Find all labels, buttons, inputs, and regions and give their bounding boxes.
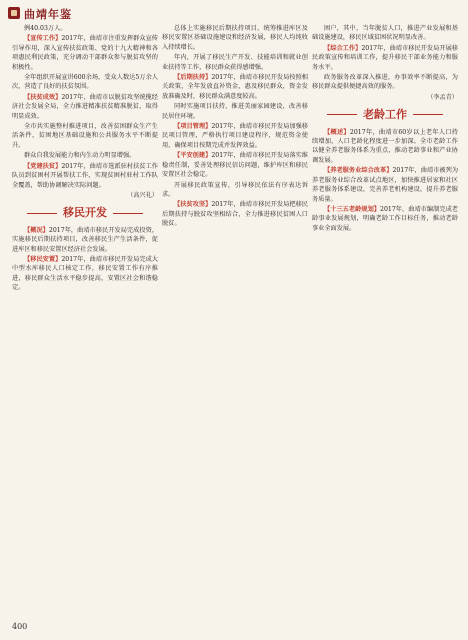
paragraph-text: 全市共实施整村推进项目，改善贫困群众生产生活条件，贫困地区基础设施和公共服务水平不断提升。 — [12, 123, 158, 149]
paragraph-text: 2017年，曲靖市移民开发局落实维稳责任制，妥善处理移民信访问题，维护库区和移民安置区社会稳定。 — [162, 152, 308, 179]
section-heading-aging — [312, 108, 458, 122]
section-lead: 【宣传工作】 — [24, 35, 62, 43]
paragraph-text: 2017年，曲靖市60岁以上老年人口持续增加，人口老龄化程度进一步加深。全市老龄工作以健全养老服务体系为重点，推动老龄事业和产业协调发展。 — [312, 128, 458, 164]
paragraph — [312, 205, 458, 233]
heading-rule — [327, 114, 357, 115]
paragraph — [12, 151, 158, 160]
section-lead: 【扶贫成效】 — [24, 93, 62, 101]
paragraph-text: 2017年，曲靖市移民开发局完成大中型水库移民人口核定工作，移民安置工作有序推进，移民群众生活水平稳步提高，安置区社会和谐稳定。 — [12, 255, 158, 292]
heading-rule — [27, 213, 57, 214]
section-lead: 【综合工作】 — [324, 44, 362, 52]
paragraph-text: 开展移民政策宣传，引导移民依法有序表达诉求。 — [162, 181, 308, 198]
paragraph — [312, 44, 458, 72]
column-left — [12, 24, 158, 294]
section-lead: 【后期扶持】 — [174, 74, 212, 82]
section-heading-migration — [12, 206, 158, 220]
paragraph-text: 年内，开展了移民生产开发、技能培训和就业创业扶持等工作，移民群众获得感增强。 — [162, 54, 308, 71]
paragraph — [312, 166, 458, 204]
section-lead: 【扶贫攻坚】 — [174, 201, 212, 209]
paragraph-text: 同时实施项目扶持，推进美丽家园建设，改善移民居住环境。 — [162, 103, 308, 120]
page-header — [0, 0, 468, 24]
section-lead: 【平安创建】 — [174, 152, 212, 160]
paragraph — [162, 73, 308, 101]
paragraph — [162, 151, 308, 179]
heading-rule — [113, 213, 143, 214]
section-lead: 【十三五老龄规划】 — [324, 205, 381, 213]
paragraph — [162, 181, 308, 200]
paragraph — [312, 73, 458, 92]
paragraph-text: 2017年，曲靖市移民开发局把移民后期扶持与脱贫攻坚相结合，全力推进移民贫困人口脱贫。 — [162, 201, 308, 228]
column-middle — [162, 24, 308, 230]
section-heading-text: 老龄工作 — [363, 108, 407, 122]
page-number: 400 — [12, 622, 28, 631]
paragraph — [162, 102, 308, 121]
paragraph-text: 总体上实施移民后期扶持项目，统筹推进库区及移民安置区基础设施建设和经济发展，移民人均纯收入持续增长。 — [162, 25, 308, 51]
paragraph-text: 2017年，曲靖市移民开发局开展移民政策宣传和培训工作，提升移民干部业务能力和服务水平。 — [312, 44, 458, 71]
section-heading-text: 移民开发 — [63, 206, 107, 220]
paragraph — [162, 122, 308, 150]
paragraph-text: 2017年，曲靖市移民开发局完成投资，实施移民后期扶持项目，改善移民生产生活条件，促进库区和移民安置区经济社会发展。 — [12, 226, 158, 253]
paragraph — [12, 191, 158, 200]
section-lead: 【概述】 — [324, 128, 350, 136]
paragraph-text: 全年组织开展宣讲600余场，受众人数达5万余人次，营造了良好的扶贫氛围。 — [12, 74, 158, 91]
paragraph-text: 群众自我发展能力和内生动力明显增强。 — [24, 152, 136, 160]
paragraph-text: 政务服务改革深入推进，办事效率不断提高，为移民群众提供便捷高效的服务。 — [312, 74, 458, 91]
paragraph — [12, 93, 158, 121]
paragraph — [12, 122, 158, 150]
paragraph — [312, 24, 458, 43]
column-right — [312, 24, 458, 234]
paragraph-text: 2017年，曲靖市编制完成老龄事业发展规划，明确老龄工作目标任务，推动老龄事业全面发展。 — [312, 205, 458, 232]
section-lead: 【养老服务业综合改革】 — [324, 167, 393, 175]
section-lead: 【党建扶贫】 — [24, 162, 62, 170]
heading-rule — [413, 114, 443, 115]
paragraph — [12, 73, 158, 92]
paragraph — [162, 200, 308, 228]
section-lead: 【移民安置】 — [24, 255, 62, 263]
page-body — [0, 24, 468, 624]
paragraph-text: 2017年，曲靖市移民开发局按照相关政策，全年发放直补资金，惠及移民群众，资金发放准确及时，移民群众满意度较高。 — [162, 74, 308, 100]
paragraph — [162, 24, 308, 52]
paragraph-text: 例40.03万人。 — [24, 25, 67, 32]
paragraph — [12, 34, 158, 72]
paragraph — [312, 128, 458, 166]
paragraph-text: 困户，其中，当年脱贫人口，推进产业发展和基础设施建设，移民区域贫困状况明显改善。 — [312, 25, 458, 42]
paragraph-text: 2017年，曲靖市被列为养老服务业综合改革试点地区，加快推进居家和社区养老服务体系建设，完善养老机构建设，提升养老服务质量。 — [312, 167, 458, 203]
paragraph-text: 2017年，曲靖市选派驻村扶贫工作队员到贫困村开展帮扶工作，实现贫困村驻村工作队全覆盖，帮助协调解决实际问题。 — [12, 162, 158, 189]
paragraph — [12, 162, 158, 190]
section-lead: 【项目管理】 — [174, 123, 212, 131]
paragraph — [312, 93, 458, 102]
paragraph — [12, 226, 158, 254]
paragraph — [12, 255, 158, 293]
yearbook-logo-icon — [8, 7, 20, 19]
paragraph — [162, 53, 308, 72]
paragraph-text: 2017年，曲靖市注重发挥群众宣传引导作用，深入宣传扶贫政策、党的十九大精神和各项惠民利民政策，充分调动干部群众参与脱贫攻坚的积极性。 — [12, 35, 158, 71]
paragraph-text: 2017年，曲靖市移民开发局加强移民项目管理，严格执行项目建设程序，规范资金使用，确保项目按期完成并发挥效益。 — [162, 123, 308, 149]
paragraph-text: （高兴礼） — [127, 191, 158, 199]
section-lead: 【概况】 — [24, 226, 49, 234]
paragraph — [12, 24, 158, 33]
paragraph-text: 2017年，曲靖市以脱贫攻坚统揽经济社会发展全局，全力推进精准扶贫精准脱贫，取得明显成效。 — [12, 93, 158, 120]
yearbook-brand: 曲靖年鉴 — [24, 8, 72, 21]
paragraph-text: （李孟青） — [427, 93, 458, 101]
